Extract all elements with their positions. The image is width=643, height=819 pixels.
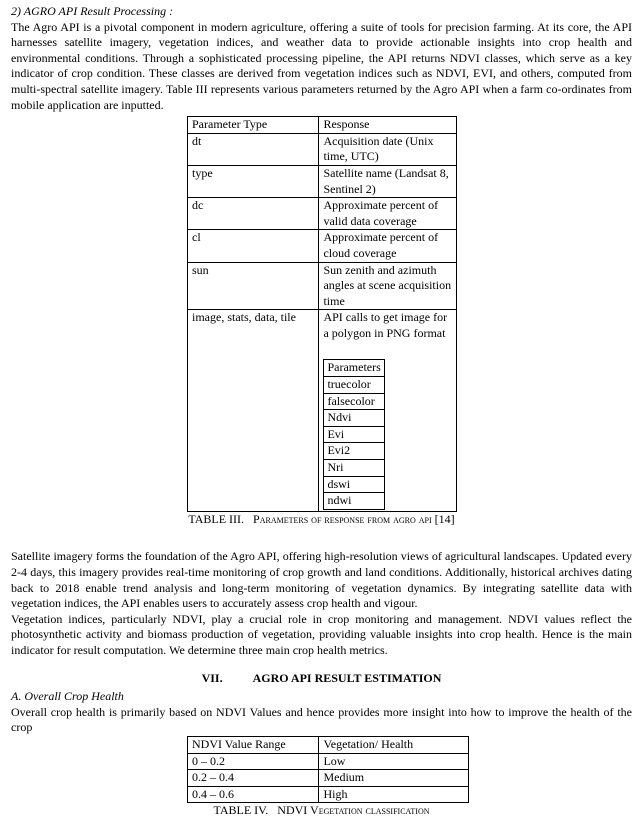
nested-table-cell: Evi2	[324, 443, 385, 460]
paragraph-overall-crop-health: Overall crop health is primarily based on NDVI Values and hence provides more insight into how to improve the health of the crop	[11, 704, 632, 735]
nested-table-cell: Nri	[324, 460, 385, 477]
table-cell: dc	[188, 198, 319, 230]
table-cell: sun	[188, 262, 319, 310]
table-cell: Sun zenith and azimuth angles at scene acquisition time	[319, 262, 457, 310]
table-row	[188, 262, 457, 310]
table-header-cell: Vegetation/ Health	[319, 736, 469, 753]
table-row	[188, 133, 457, 165]
table-cell: 0 – 0.2	[188, 753, 319, 770]
subsection-heading-overall-crop-health: A. Overall Crop Health	[11, 689, 124, 704]
nested-table-cell: Evi	[324, 426, 385, 443]
paragraph-agro-api-intro: The Agro API is a pivotal component in modern agriculture, offering a suite of tools for precision farming. At its core, the API harnesses satellite imagery, vegetation indices, and weather data to provide actionable insights into crop health and environmental conditions. Through a sophisticated processing pipeline, the API returns NDVI classes, which serve as a key indicator of crop condition. These classes are derived from vegetation indices such as NDVI, EVI, and others, computed from multi-spectral satellite imagery. Table III represents various parameters returned by the Agro API when a farm co-ordinates from mobile application are inputted.	[11, 19, 632, 112]
table-cell: image, stats, data, tile	[188, 310, 319, 512]
table-header-cell: Parameter Type	[188, 117, 319, 134]
table-row	[188, 786, 469, 803]
caption-text: Parameters of response from agro api [14]	[253, 511, 455, 526]
nested-table-cell: truecolor	[324, 377, 385, 394]
table-row	[188, 230, 457, 262]
table-cell: Acquisition date (Unix time, UTC)	[319, 133, 457, 165]
table-row	[188, 770, 469, 787]
table-cell: 0.2 – 0.4	[188, 770, 319, 787]
caption-prefix: TABLE IV.	[213, 803, 269, 818]
table-cell: 0.4 – 0.6	[188, 786, 319, 803]
paragraph-satellite-imagery: Satellite imagery forms the foundation of the Agro API, offering high-resolution views of agricultural landscapes. Updated every 2-4 days, this imagery provides real-time monitoring of crop growth and land conditions. Additionally, historical archives dating back to 2018 enable trend analysis and long-term monitoring of vegetation dynamics. By integrating satellite data with vegetation indices, the API enables users to accurately assess crop health and vigour.	[11, 549, 632, 611]
nested-table-cell: falsecolor	[324, 393, 385, 410]
table-cell: type	[188, 165, 319, 197]
table-header-row	[188, 117, 457, 134]
table-iii-parameters	[187, 116, 457, 512]
table-cell: Approximate percent of valid data coverage	[319, 198, 457, 230]
section-heading-vii	[11, 671, 632, 687]
table-cell-with-nested-table	[319, 310, 457, 512]
table-cell: Low	[319, 753, 469, 770]
table-header-row	[188, 736, 469, 753]
table-header-cell: NDVI Value Range	[188, 736, 319, 753]
table-row	[188, 753, 469, 770]
nested-table-cell: Ndvi	[324, 410, 385, 427]
table-row	[188, 165, 457, 197]
table-cell-text: API calls to get image for a polygon in PNG format	[323, 310, 448, 340]
section-title: AGRO API RESULT ESTIMATION	[252, 670, 442, 685]
table-iii-caption	[11, 512, 632, 528]
table-row	[188, 310, 457, 512]
table-cell: Approximate percent of cloud coverage	[319, 230, 457, 262]
nested-parameters-table	[323, 359, 385, 509]
table-cell: Medium	[319, 770, 469, 787]
table-iv-caption	[11, 803, 632, 819]
table-cell: Satellite name (Landsat 8, Sentinel 2)	[319, 165, 457, 197]
section-number: VII.	[201, 670, 223, 685]
nested-table-cell: dswi	[324, 476, 385, 493]
section-heading-agro-api-result-processing: 2) AGRO API Result Processing :	[11, 4, 174, 18]
paper-page	[11, 4, 632, 819]
table-cell: cl	[188, 230, 319, 262]
table-cell: dt	[188, 133, 319, 165]
table-iv-ndvi-classification	[187, 736, 469, 803]
nested-table-cell: ndwi	[324, 493, 385, 510]
nested-table-header: Parameters	[324, 360, 385, 377]
caption-text: NDVI Vegetation classification	[277, 803, 430, 818]
table-row	[188, 198, 457, 230]
table-cell: High	[319, 786, 469, 803]
caption-prefix: TABLE III.	[188, 511, 245, 526]
paragraph-vegetation-indices: Vegetation indices, particularly NDVI, play a crucial role in crop monitoring and management. NDVI values reflect the photosynthetic activity and biomass production of vegetation, providing valuable insights into crop health. Hence is the main indicator for result computation. We determine three main crop health metrics.	[11, 611, 632, 657]
table-header-cell: Response	[319, 117, 457, 134]
